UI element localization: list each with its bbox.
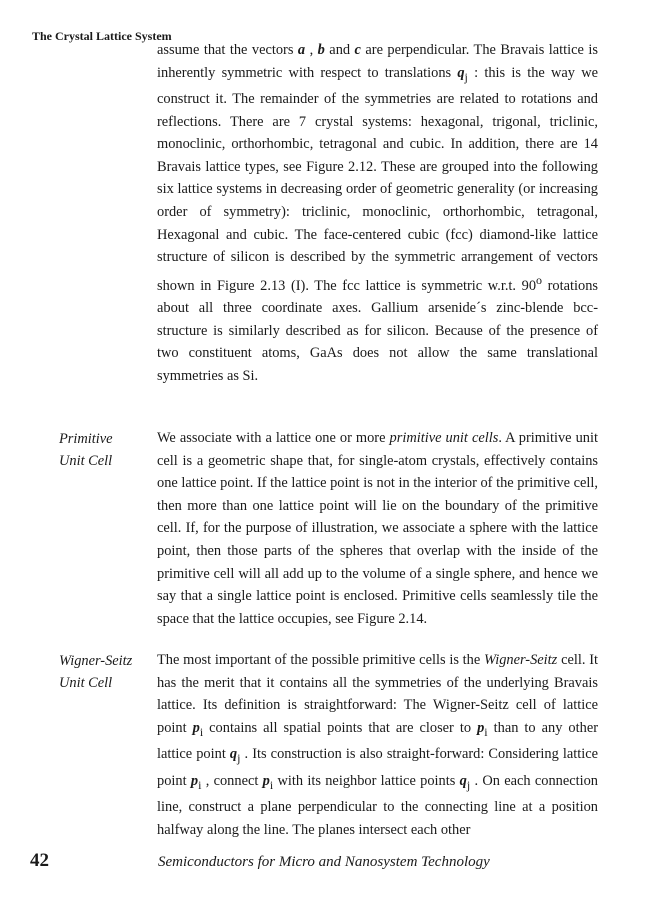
paragraph-wigner-seitz-cell: The most important of the possible primitive cells is the Wigner-Seitz cell. It has the merit that it contains all the symmetries of the underlying Bravais lattice. Its definition is straightforward: The Wigner-Seitz cell of lattice point $p_i$ contains all spatial points that are closer to $p_i$ than to any other lattice point $q_j$ . Its construction is also straight-forward: Considering lattice point $p_i$ , connect $p_i$ with its neighbor lattice points $q_j$ . On each connection line, construct a plane perpendicular to the connecting line at a position halfway along the line. The planes intersect each other (157, 652, 598, 838)
vector-a: a (297, 42, 306, 58)
margin-note-primitive-unit-cell: Primitive Unit Cell (59, 431, 113, 469)
vector-q: q (457, 64, 465, 81)
running-header: The Crystal Lattice System (32, 29, 172, 43)
vector-c: c (354, 42, 361, 58)
paragraph-primitive-unit-cell: We associate with a lattice one or more primitive unit cells. A primitive unit cell is a geometric shape that, for single-atom crystals, effectively contains one lattice point. If the lattice point is not in the interior of the primitive cell, then more than one lattice point will lie on the boundary of the primitive cell. If, for the purpose of illustration, we associate a sphere with the lattice point, then those parts of the spheres that overlap with the inside of the primitive cell will all add up to the volume of a single sphere, and hence we say that a single lattice point is enclosed. Primitive cells seamlessly tile the space that the lattice occupies, see Figure 2.14. (157, 430, 598, 627)
page-number: 42 (30, 850, 49, 871)
vector-b: b (317, 42, 325, 58)
footer-book-title: Semiconductors for Micro and Nanosystem Technology (158, 854, 490, 870)
paragraph-lattice-symmetry: assume that the vectors a , b and c are perpendicular. The Bravais lattice is inherently symmetric with respect to translations $q_j$ : this is the way we construct it. The remainder of the symmetries are related to rotations and reflections. There are 7 crystal systems: hexagonal, trigonal, triclinic, monoclinic, orthorhombic, tetragonal and cubic. In addition, there are 14 Bravais lattice types, see Figure 2.12. These are grouped into the following six lattice systems in decreasing order of geometric generality (or increasing order of symmetry): triclinic, monoclinic, orthorhombic, tetragonal, Hexagonal and cubic. The face-centered cubic (fcc) diamond-like lattice structure of silicon is described by the symmetric arrangement of vectors shown in Figure 2.13 (I). The fcc lattice is symmetric w.r.t. 90$^o$ rotations about all three coordinate axes. Gallium arsenide´s zinc-blende bcc-structure is similarly described as for silicon. Because of the presence of two constituent atoms, GaAs does not allow the same translational symmetries as Si. (157, 42, 599, 384)
margin-note-wigner-seitz-unit-cell: Wigner-Seitz Unit Cell (59, 653, 133, 691)
